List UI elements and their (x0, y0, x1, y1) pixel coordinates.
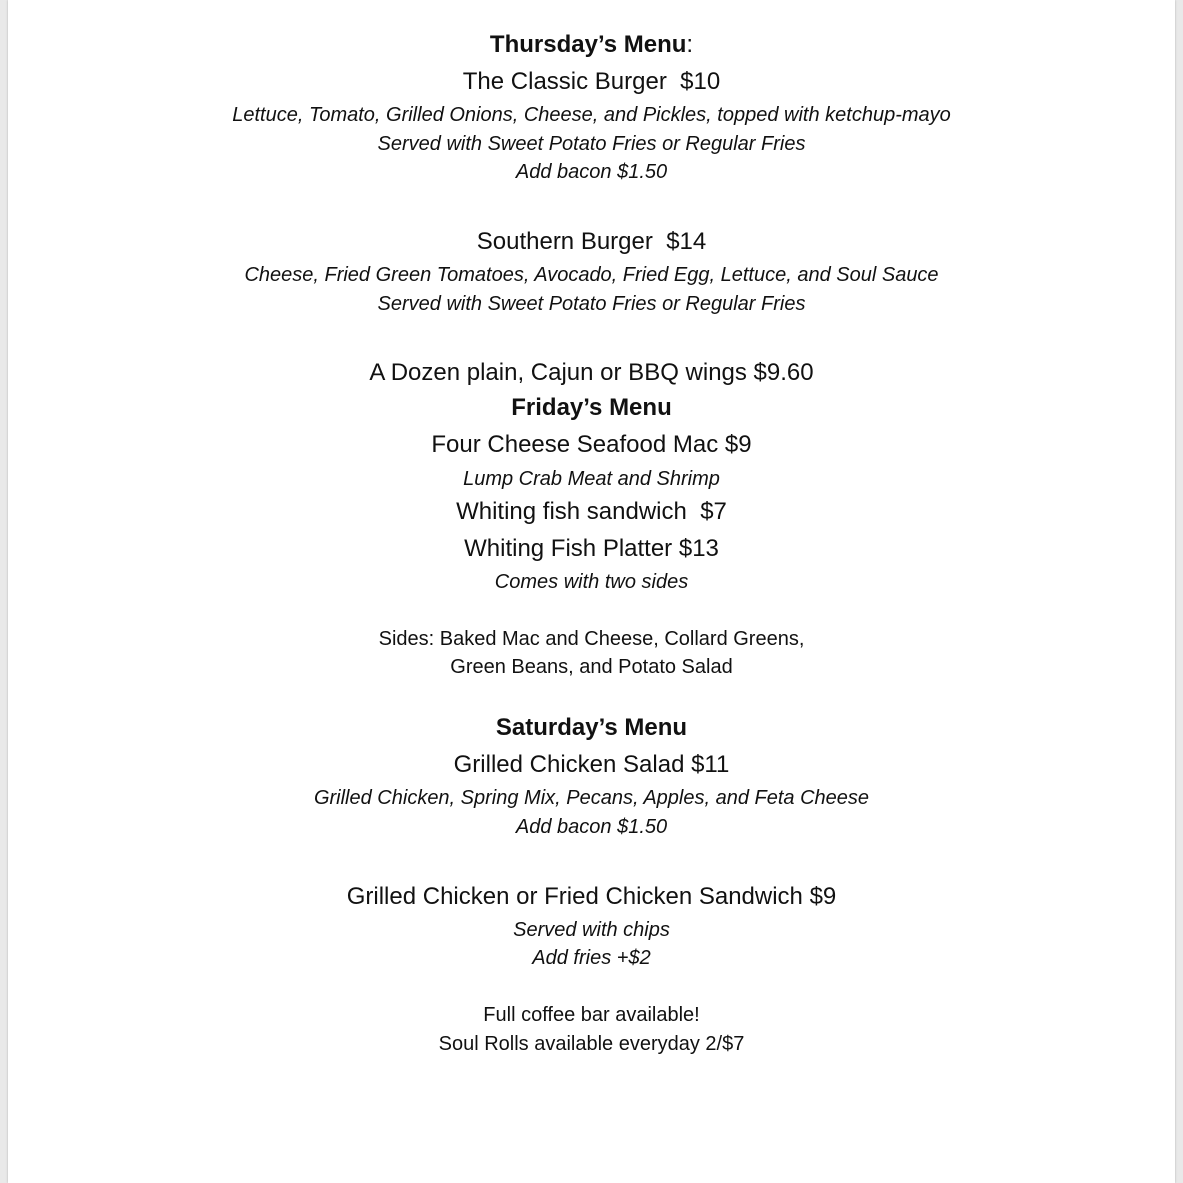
friday-heading: Friday’s Menu (511, 394, 672, 421)
fish-sandwich-item: Whiting fish sandwich $7 (456, 498, 727, 525)
fish-platter-item: Whiting Fish Platter $13 (464, 535, 719, 562)
southern-burger-item: Southern Burger $14 (476, 228, 707, 255)
fish-platter-description: Comes with two sides (494, 571, 689, 593)
southern-burger-served-with: Served with Sweet Potato Fries or Regular Fries (377, 293, 806, 315)
chicken-salad-description: Grilled Chicken, Spring Mix, Pecans, Apples, and Feta Cheese (313, 787, 870, 809)
soul-rolls-note: Soul Rolls available everyday 2/$7 (438, 1033, 745, 1055)
friday-sides-line-1: Sides: Baked Mac and Cheese, Collard Greens, (378, 628, 805, 650)
seafood-mac-description: Lump Crab Meat and Shrimp (463, 468, 720, 490)
classic-burger-addon: Add bacon $1.50 (515, 161, 668, 183)
chicken-salad-item: Grilled Chicken Salad $11 (453, 751, 730, 778)
saturday-heading: Saturday’s Menu (495, 714, 688, 741)
thursday-heading-colon: : (686, 31, 694, 58)
chicken-sandwich-addon: Add fries +$2 (532, 947, 651, 969)
menu-page (8, 0, 1175, 1183)
classic-burger-served-with: Served with Sweet Potato Fries or Regular Fries (377, 133, 806, 155)
coffee-bar-note: Full coffee bar available! (483, 1004, 700, 1026)
thursday-heading-text: Thursday’s Menu (489, 31, 687, 58)
chicken-sandwich-served-with: Served with chips (513, 919, 670, 941)
seafood-mac-item: Four Cheese Seafood Mac $9 (431, 431, 752, 458)
chicken-salad-addon: Add bacon $1.50 (515, 816, 668, 838)
friday-sides-line-2: Green Beans, and Potato Salad (450, 656, 733, 678)
wings-item: A Dozen plain, Cajun or BBQ wings $9.60 (369, 359, 814, 386)
classic-burger-description: Lettuce, Tomato, Grilled Onions, Cheese, and Pickles, topped with ketchup-mayo (232, 104, 951, 126)
southern-burger-description: Cheese, Fried Green Tomatoes, Avocado, Fried Egg, Lettuce, and Soul Sauce (244, 264, 939, 286)
chicken-sandwich-item: Grilled Chicken or Fried Chicken Sandwich $9 (346, 883, 837, 910)
classic-burger-item: The Classic Burger $10 (462, 68, 721, 95)
thursday-heading (8, 33, 1175, 57)
